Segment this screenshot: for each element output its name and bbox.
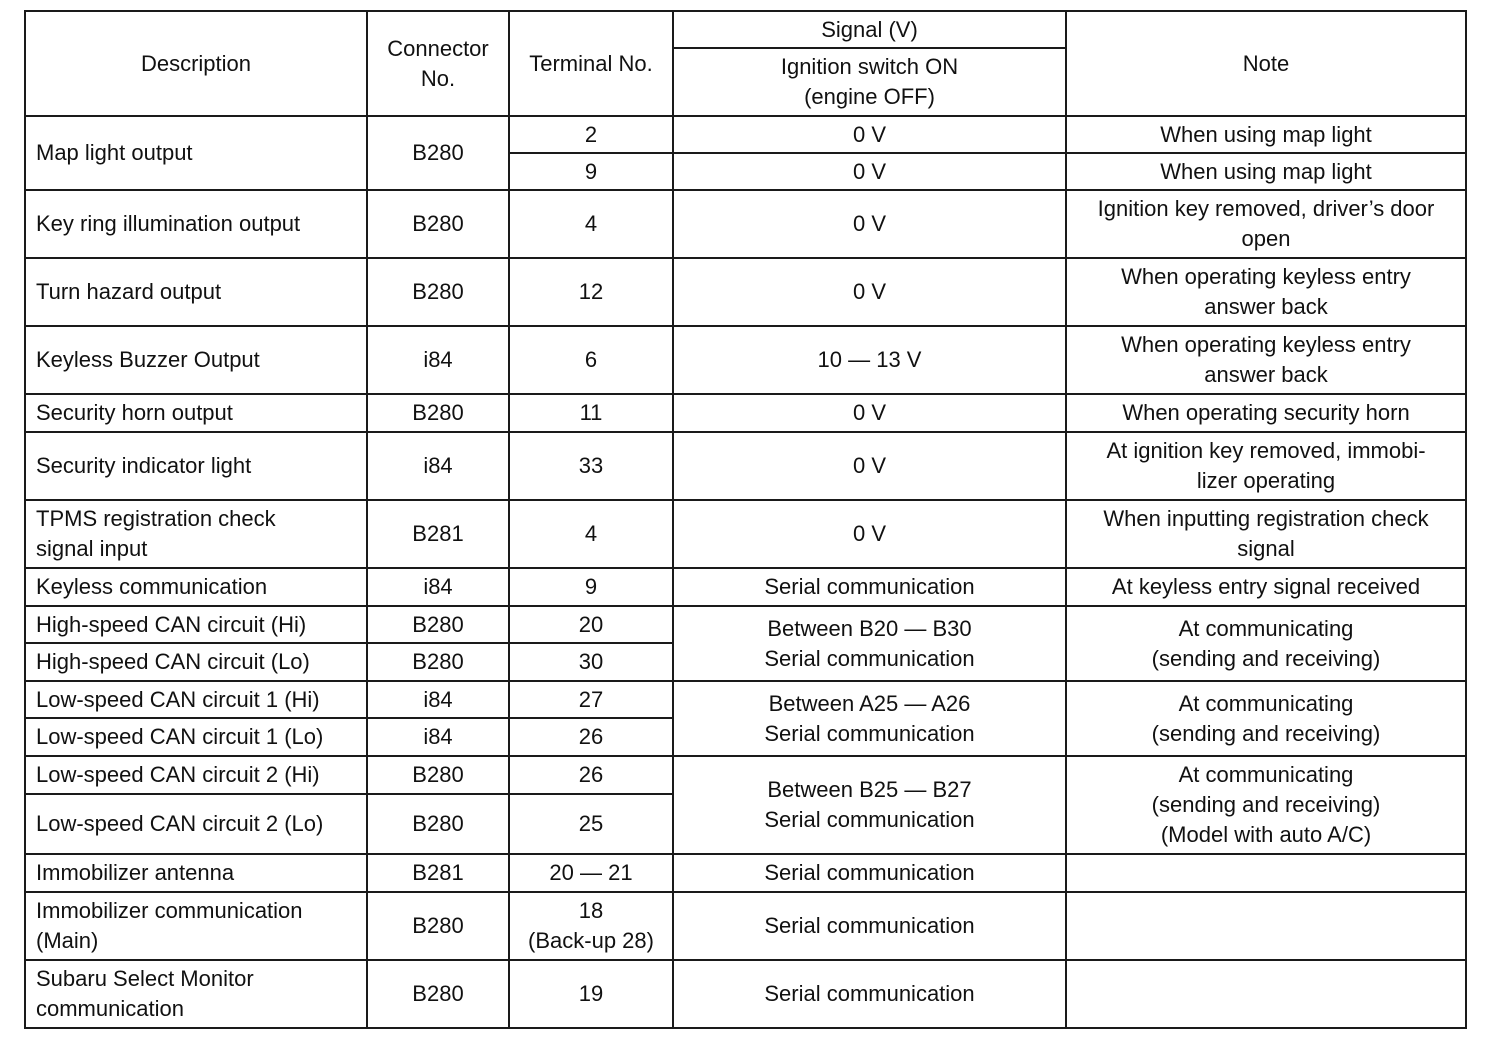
description-cell: High-speed CAN circuit (Hi) [25,606,367,643]
note-cell: When inputting registration check signal [1066,500,1466,568]
note-cell [1066,892,1466,960]
table-row [25,606,1466,643]
header-description: Description [25,11,367,116]
connector-cell: B280 [367,258,509,326]
terminal-cell: 25 [509,794,673,854]
description-cell: Key ring illumination output [25,190,367,258]
note-cell: At communicating (sending and receiving) [1066,681,1466,756]
connector-cell: B280 [367,116,509,190]
description-cell: Map light output [25,116,367,190]
terminal-cell: 4 [509,500,673,568]
table-body [25,116,1466,1028]
signal-cell: 0 V [673,190,1066,258]
connector-cell: B281 [367,500,509,568]
terminal-cell: 26 [509,756,673,794]
signal-cell: Between B25 — B27 Serial communication [673,756,1066,854]
note-cell: When operating keyless entry answer back [1066,326,1466,394]
note-cell: At ignition key removed, immobi- lizer operating [1066,432,1466,500]
terminal-cell: 27 [509,681,673,718]
description-cell: Low-speed CAN circuit 2 (Hi) [25,756,367,794]
connector-cell: B280 [367,606,509,643]
terminal-cell: 30 [509,643,673,681]
connector-cell: B280 [367,394,509,432]
signal-table [24,10,1467,1029]
table-row [25,854,1466,892]
note-cell: When operating security horn [1066,394,1466,432]
terminal-cell: 26 [509,718,673,756]
header-terminal: Terminal No. [509,11,673,116]
connector-cell: i84 [367,681,509,718]
connector-cell: i84 [367,718,509,756]
description-cell: Security horn output [25,394,367,432]
note-cell: When using map light [1066,116,1466,153]
description-cell: High-speed CAN circuit (Lo) [25,643,367,681]
table-row [25,116,1466,153]
table-row [25,756,1466,794]
note-cell [1066,854,1466,892]
terminal-cell: 18 (Back-up 28) [509,892,673,960]
table-row [25,960,1466,1028]
terminal-cell: 6 [509,326,673,394]
table-row [25,500,1466,568]
connector-cell: B280 [367,190,509,258]
connector-cell: B280 [367,756,509,794]
terminal-cell: 33 [509,432,673,500]
terminal-cell: 4 [509,190,673,258]
connector-cell: i84 [367,432,509,500]
description-cell: Low-speed CAN circuit 1 (Lo) [25,718,367,756]
signal-cell: 0 V [673,500,1066,568]
description-cell: Turn hazard output [25,258,367,326]
connector-cell: B280 [367,892,509,960]
table-row [25,568,1466,606]
description-cell: Security indicator light [25,432,367,500]
note-cell: At communicating (sending and receiving) (Model with auto A/C) [1066,756,1466,854]
description-cell: Subaru Select Monitor communication [25,960,367,1028]
signal-cell: Between B20 — B30 Serial communication [673,606,1066,681]
description-cell: Keyless Buzzer Output [25,326,367,394]
connector-cell: i84 [367,326,509,394]
connector-cell: i84 [367,568,509,606]
signal-cell: 0 V [673,394,1066,432]
connector-cell: B280 [367,643,509,681]
table-row [25,258,1466,326]
signal-cell: 0 V [673,432,1066,500]
table-row [25,432,1466,500]
note-cell: Ignition key removed, driver’s door open [1066,190,1466,258]
signal-cell: Serial communication [673,568,1066,606]
note-cell: At communicating (sending and receiving) [1066,606,1466,681]
description-cell: Keyless communication [25,568,367,606]
terminal-cell: 20 [509,606,673,643]
table-row [25,892,1466,960]
signal-cell: 0 V [673,258,1066,326]
description-cell: Low-speed CAN circuit 2 (Lo) [25,794,367,854]
table-row [25,681,1466,718]
header-signal: Signal (V) [673,11,1066,48]
description-cell: TPMS registration check signal input [25,500,367,568]
signal-cell: 0 V [673,153,1066,190]
note-cell: When using map light [1066,153,1466,190]
signal-cell: Serial communication [673,854,1066,892]
table-row [25,190,1466,258]
description-cell: Low-speed CAN circuit 1 (Hi) [25,681,367,718]
terminal-cell: 11 [509,394,673,432]
signal-cell: 10 — 13 V [673,326,1066,394]
note-cell: At keyless entry signal received [1066,568,1466,606]
header-note: Note [1066,11,1466,116]
note-cell [1066,960,1466,1028]
signal-cell: Between A25 — A26 Serial communication [673,681,1066,756]
terminal-cell: 19 [509,960,673,1028]
connector-cell: B281 [367,854,509,892]
table-row [25,326,1466,394]
signal-cell: Serial communication [673,960,1066,1028]
terminal-cell: 20 — 21 [509,854,673,892]
header-signal-condition: Ignition switch ON (engine OFF) [673,48,1066,116]
terminal-cell: 12 [509,258,673,326]
table-header [25,11,1466,116]
note-cell: When operating keyless entry answer back [1066,258,1466,326]
description-cell: Immobilizer communication (Main) [25,892,367,960]
terminal-cell: 2 [509,116,673,153]
table-row [25,394,1466,432]
connector-cell: B280 [367,960,509,1028]
terminal-cell: 9 [509,153,673,190]
signal-cell: 0 V [673,116,1066,153]
signal-cell: Serial communication [673,892,1066,960]
header-connector: Connector No. [367,11,509,116]
terminal-cell: 9 [509,568,673,606]
description-cell: Immobilizer antenna [25,854,367,892]
connector-cell: B280 [367,794,509,854]
